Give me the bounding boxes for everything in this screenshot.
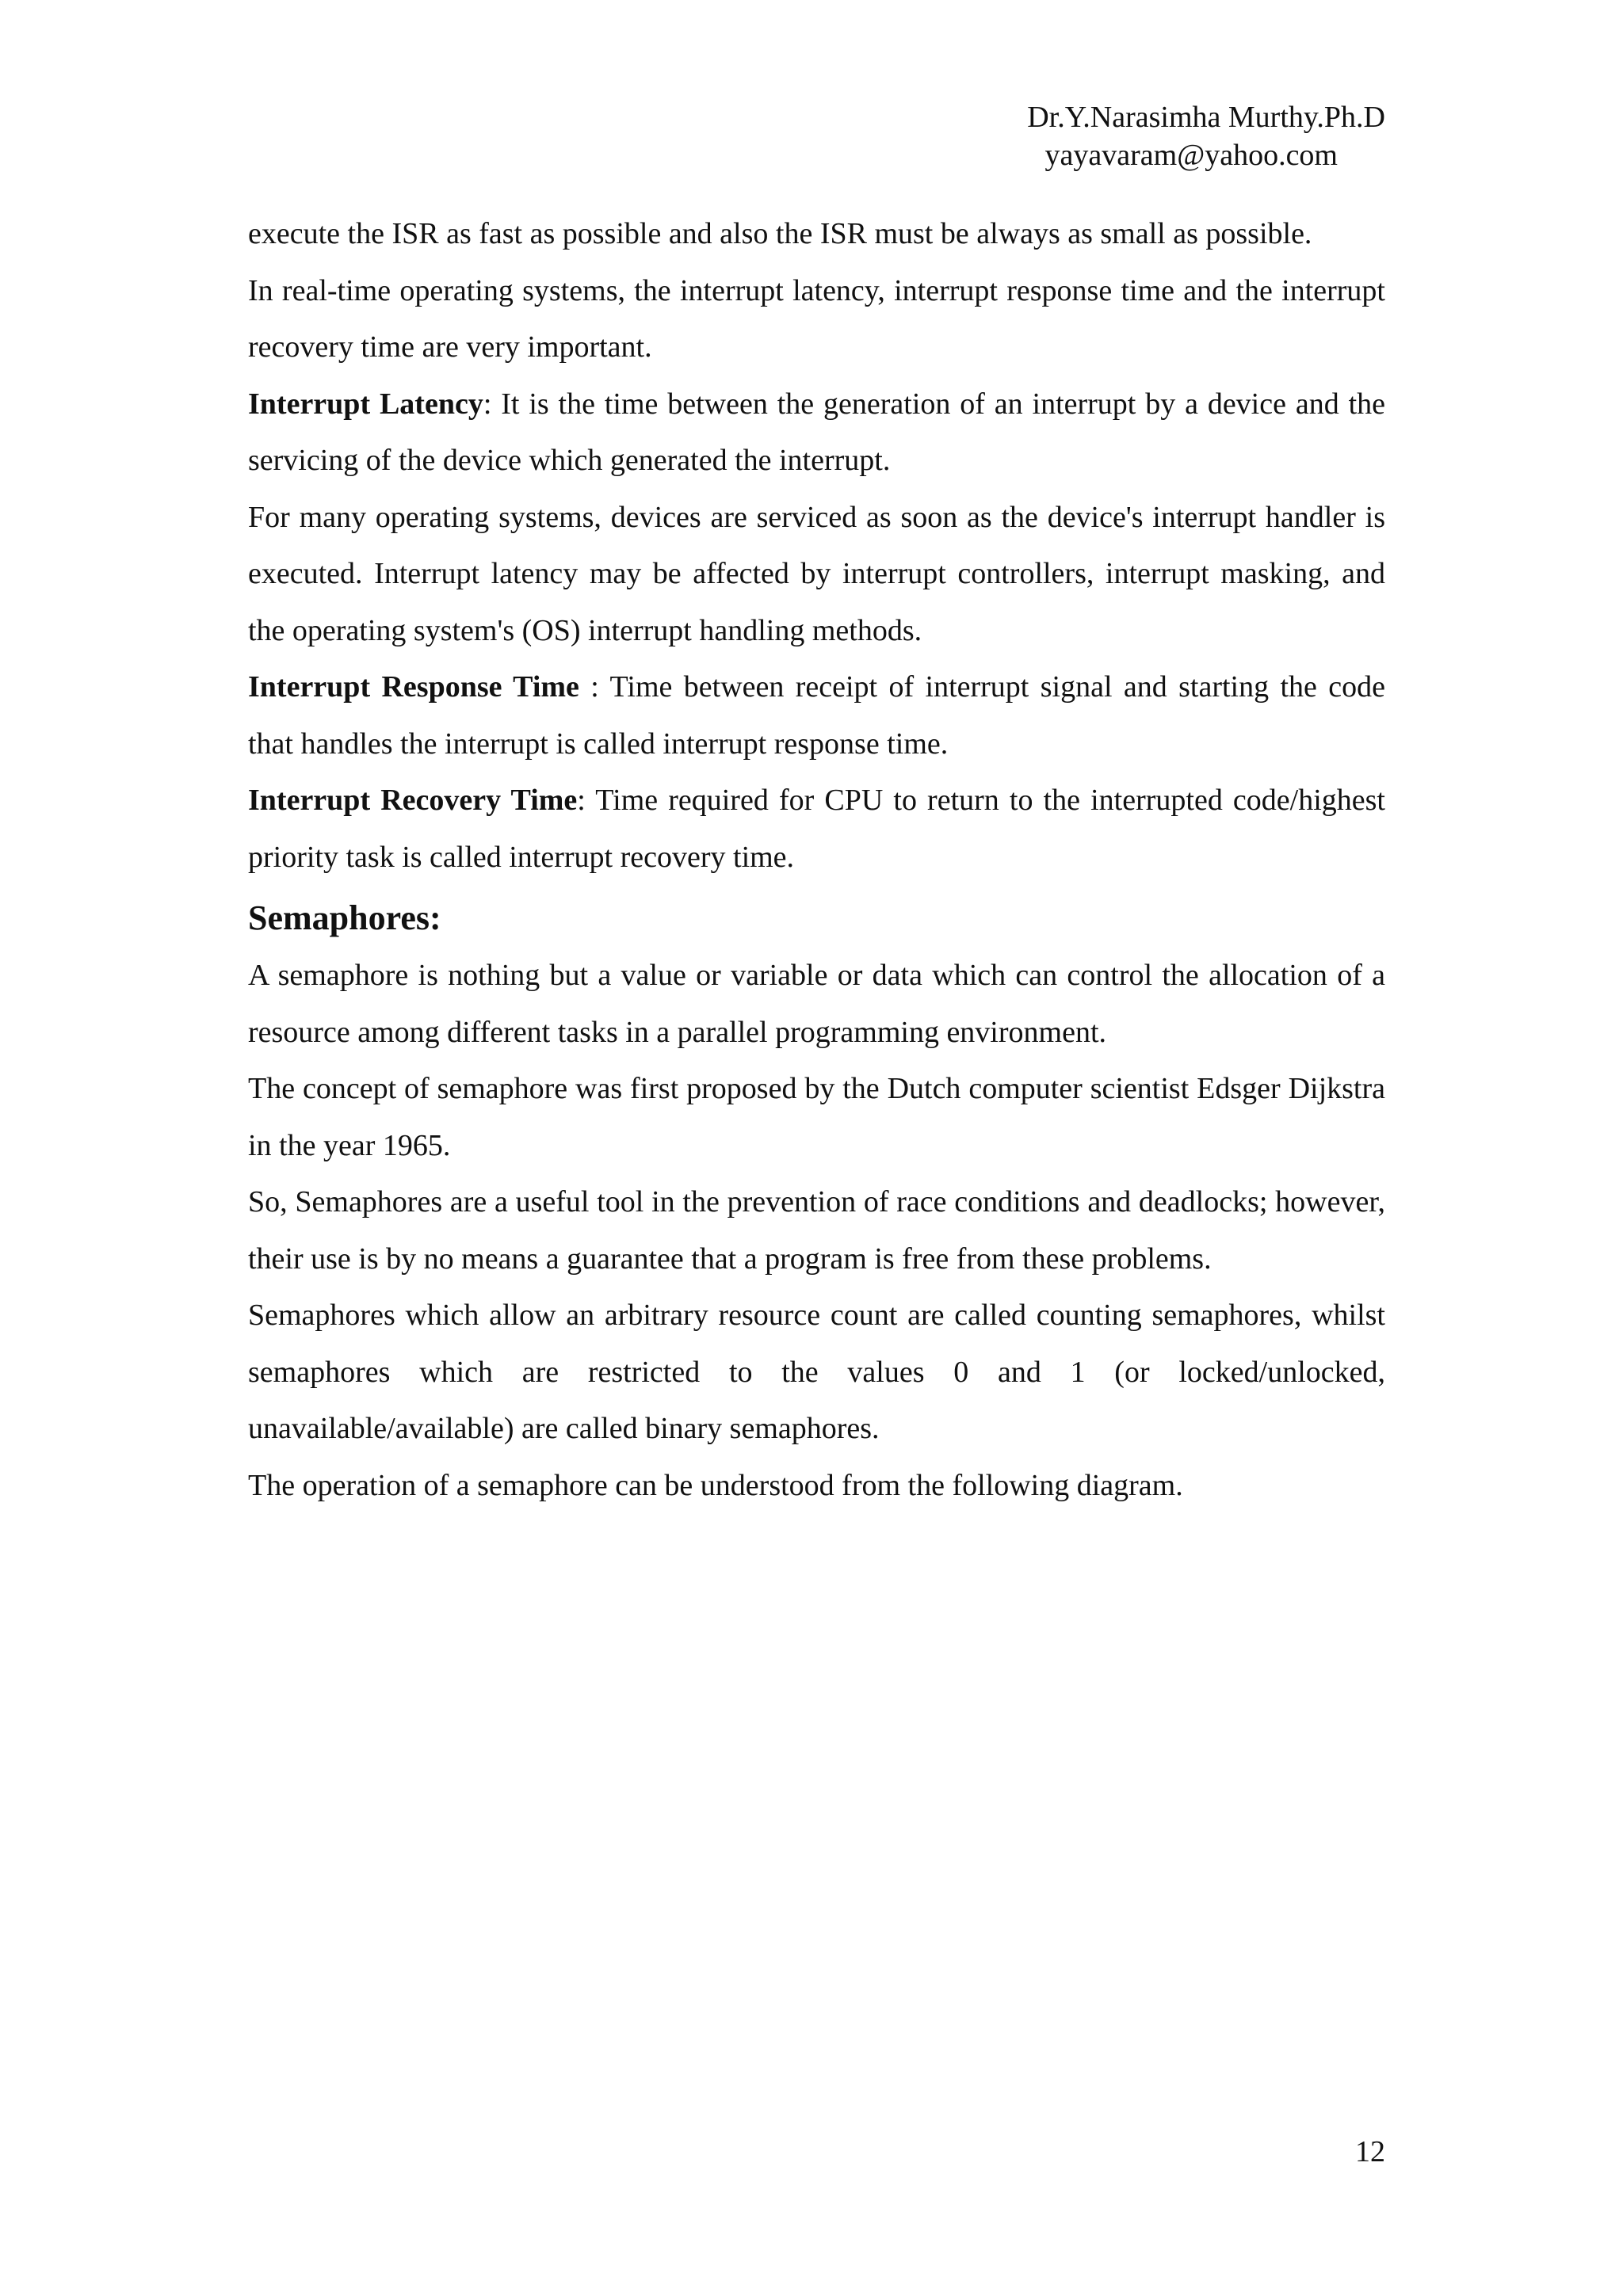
paragraph-semaphore-diagram-intro: The operation of a semaphore can be understood from the following diagram. (248, 1468, 1183, 1502)
term-interrupt-response-time: Interrupt Response Time (248, 670, 579, 704)
paragraph-semaphore-types: Semaphores which allow an arbitrary resource count are called counting semaphores, whilst semaphores which are restricted to the values 0 and 1 (or locked/unlocked, unavailable/available) are called binary semaphores. (248, 1299, 1385, 1445)
paragraph-isr-continuation: execute the ISR as fast as possible and also the ISR must be always as small as possible. (248, 217, 1312, 250)
author-name: Dr.Y.Narasimha Murthy.Ph.D (1027, 101, 1385, 134)
paragraph-semaphore-usefulness: So, Semaphores are a useful tool in the prevention of race conditions and deadlocks; however, their use is by no means a guarantee that a program is free from these problems. (248, 1185, 1385, 1276)
paragraph-semaphore-definition: A semaphore is nothing but a value or variable or data which can control the allocation of a resource among different tasks in a parallel programming environment. (248, 959, 1385, 1049)
paragraph-latency-factors: For many operating systems, devices are serviced as soon as the device's interrupt handler is executed. Interrupt latency may be affected by interrupt controllers, interrupt masking, and the operating system's (OS) interrupt handling methods. (248, 500, 1385, 647)
document-body (248, 206, 1385, 1514)
section-heading-semaphores: Semaphores: (248, 898, 441, 937)
paragraph-semaphore-history: The concept of semaphore was first proposed by the Dutch computer scientist Edsger Dijkstra in the year 1965. (248, 1072, 1385, 1162)
term-interrupt-latency: Interrupt Latency (248, 387, 483, 421)
paragraph-interrupt-latency (248, 376, 1385, 490)
definition-interrupt-latency: : It is the time between the generation of an interrupt by a device and the servicing of the device which generated the interrupt. (248, 387, 1386, 477)
author-email: yayavaram@yahoo.com (1044, 139, 1338, 172)
paragraph-interrupt-recovery-time (248, 772, 1385, 886)
page-number: 12 (1355, 2135, 1385, 2168)
paragraph-rtos-timing: In real-time operating systems, the interrupt latency, interrupt response time and the interrupt recovery time are very important. (248, 273, 1385, 364)
page-header (910, 98, 1385, 174)
paragraph-interrupt-response-time (248, 659, 1385, 772)
term-interrupt-recovery-time: Interrupt Recovery Time (248, 784, 578, 817)
definition-interrupt-recovery-time: : Time required for CPU to return to the interrupted code/highest priority task is called interrupt recovery time. (248, 784, 1385, 874)
definition-interrupt-response-time: : Time between receipt of interrupt signal and starting the code that handles the interrupt is called interrupt response time. (248, 670, 1385, 761)
